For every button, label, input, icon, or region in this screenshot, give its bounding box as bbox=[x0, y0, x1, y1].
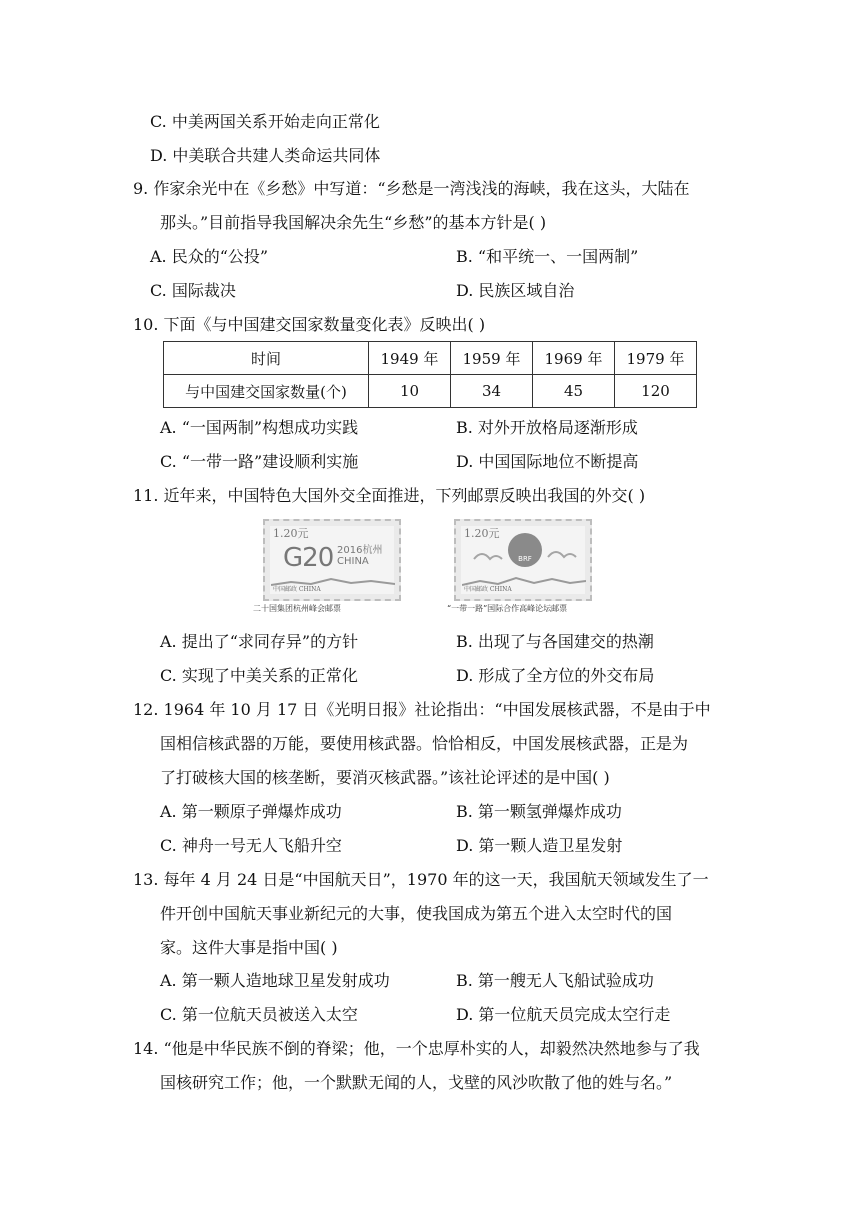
q12-option-d: D. 第一颗人造卫星发射 bbox=[456, 836, 623, 855]
q12-option-a: A. 第一颗原子弹爆炸成功 bbox=[160, 802, 342, 821]
q11-stem: 11. 近年来，中国特色大国外交全面推进，下列邮票反映出我国的外交( ) bbox=[133, 486, 646, 505]
stamp-value: 1.20元 bbox=[464, 527, 500, 540]
g20-logo: G20 bbox=[283, 543, 334, 573]
brf-logo: BRF bbox=[508, 533, 542, 567]
table-cell: 1949 年 bbox=[369, 342, 451, 375]
q13-option-a: A. 第一颗人造地球卫星发射成功 bbox=[160, 971, 390, 990]
table-cell: 34 bbox=[451, 375, 533, 408]
g20-stamp-caption: 二十国集团杭州峰会邮票 bbox=[253, 604, 341, 613]
q9-option-c: C. 国际裁决 bbox=[150, 281, 236, 300]
q10-option-a: A. “一国两制”构想成功实践 bbox=[160, 418, 359, 437]
q13-stem-line3: 家。这件大事是指中国( ) bbox=[160, 938, 338, 957]
q8-option-c: C. 中美两国关系开始走向正常化 bbox=[150, 112, 380, 131]
q12-stem-line1: 12. 1964 年 10 月 17 日《光明日报》社论指出：“中国发展核武器，不是由于中 bbox=[133, 700, 711, 719]
stamp-value: 1.20元 bbox=[273, 527, 309, 540]
table-cell: 1959 年 bbox=[451, 342, 533, 375]
q13-option-c: C. 第一位航天员被送入太空 bbox=[160, 1005, 358, 1024]
stamp-footer: 中国邮政 CHINA bbox=[464, 586, 512, 593]
q9-option-a: A. 民众的“公投” bbox=[150, 247, 269, 266]
q9-option-d: D. 民族区域自治 bbox=[456, 281, 575, 300]
g20-logo-year: 2016杭州 bbox=[337, 545, 383, 556]
brf-stamp-caption: “一带一路”国际合作高峰论坛邮票 bbox=[447, 604, 568, 613]
q12-stem-line3: 了打破核大国的核垄断，要消灭核武器。”该社论评述的是中国( ) bbox=[160, 768, 610, 787]
q14-stem-line1: 14. “他是中华民族不倒的脊梁；他，一个忠厚朴实的人，却毅然决然地参与了我 bbox=[133, 1039, 700, 1058]
stamp-footer: 中国邮政 CHINA bbox=[273, 586, 321, 593]
g20-stamp-image bbox=[263, 519, 401, 601]
g20-logo-sub bbox=[337, 545, 382, 567]
q12-option-c: C. 神舟一号无人飞船升空 bbox=[160, 836, 342, 855]
table-header-row bbox=[164, 342, 697, 375]
table-cell: 1969 年 bbox=[533, 342, 615, 375]
q11-option-d: D. 形成了全方位的外交布局 bbox=[456, 666, 655, 685]
g20-logo-country: CHINA bbox=[337, 556, 369, 567]
table-cell: 10 bbox=[369, 375, 451, 408]
q9-stem-line1: 9. 作家余光中在《乡愁》中写道：“乡愁是一湾浅浅的海峡，我在这头，大陆在 bbox=[133, 179, 690, 198]
table-cell: 120 bbox=[615, 375, 697, 408]
table-cell: 与中国建交国家数量(个) bbox=[164, 375, 369, 408]
q13-option-b: B. 第一艘无人飞船试验成功 bbox=[456, 971, 654, 990]
brf-stamp-image bbox=[454, 519, 592, 601]
q10-option-c: C. “一带一路”建设顺利实施 bbox=[160, 452, 359, 471]
q14-stem-line2: 国核研究工作；他，一个默默无闻的人，戈壁的风沙吹散了他的姓与名。” bbox=[160, 1073, 673, 1092]
q11-option-c: C. 实现了中美关系的正常化 bbox=[160, 666, 358, 685]
q10-option-b: B. 对外开放格局逐渐形成 bbox=[456, 418, 638, 437]
table-cell: 45 bbox=[533, 375, 615, 408]
q13-stem-line2: 件开创中国航天事业新纪元的大事，使我国成为第五个进入太空时代的国 bbox=[160, 904, 673, 923]
q12-option-b: B. 第一颗氢弹爆炸成功 bbox=[456, 802, 622, 821]
q12-stem-line2: 国相信核武器的万能，要使用核武器。恰恰相反，中国发展核武器，正是为 bbox=[160, 734, 689, 753]
q13-option-d: D. 第一位航天员完成太空行走 bbox=[456, 1005, 671, 1024]
q10-option-d: D. 中国国际地位不断提高 bbox=[456, 452, 639, 471]
q9-stem-line2: 那头。”目前指导我国解决余先生“乡愁”的基本方针是( ) bbox=[160, 213, 547, 232]
q13-stem-line1: 13. 每年 4 月 24 日是“中国航天日”，1970 年的这一天，我国航天领域发生了一 bbox=[133, 870, 709, 889]
q10-table bbox=[163, 341, 697, 408]
table-row bbox=[164, 375, 697, 408]
q11-option-b: B. 出现了与各国建交的热潮 bbox=[456, 632, 654, 651]
q10-stem: 10. 下面《与中国建交国家数量变化表》反映出( ) bbox=[133, 315, 486, 334]
table-cell: 时间 bbox=[164, 342, 369, 375]
q11-option-a: A. 提出了“求同存异”的方针 bbox=[160, 632, 359, 651]
q8-option-d: D. 中美联合共建人类命运共同体 bbox=[150, 146, 381, 165]
table-cell: 1979 年 bbox=[615, 342, 697, 375]
q9-option-b: B. “和平统一、一国两制” bbox=[456, 247, 639, 266]
